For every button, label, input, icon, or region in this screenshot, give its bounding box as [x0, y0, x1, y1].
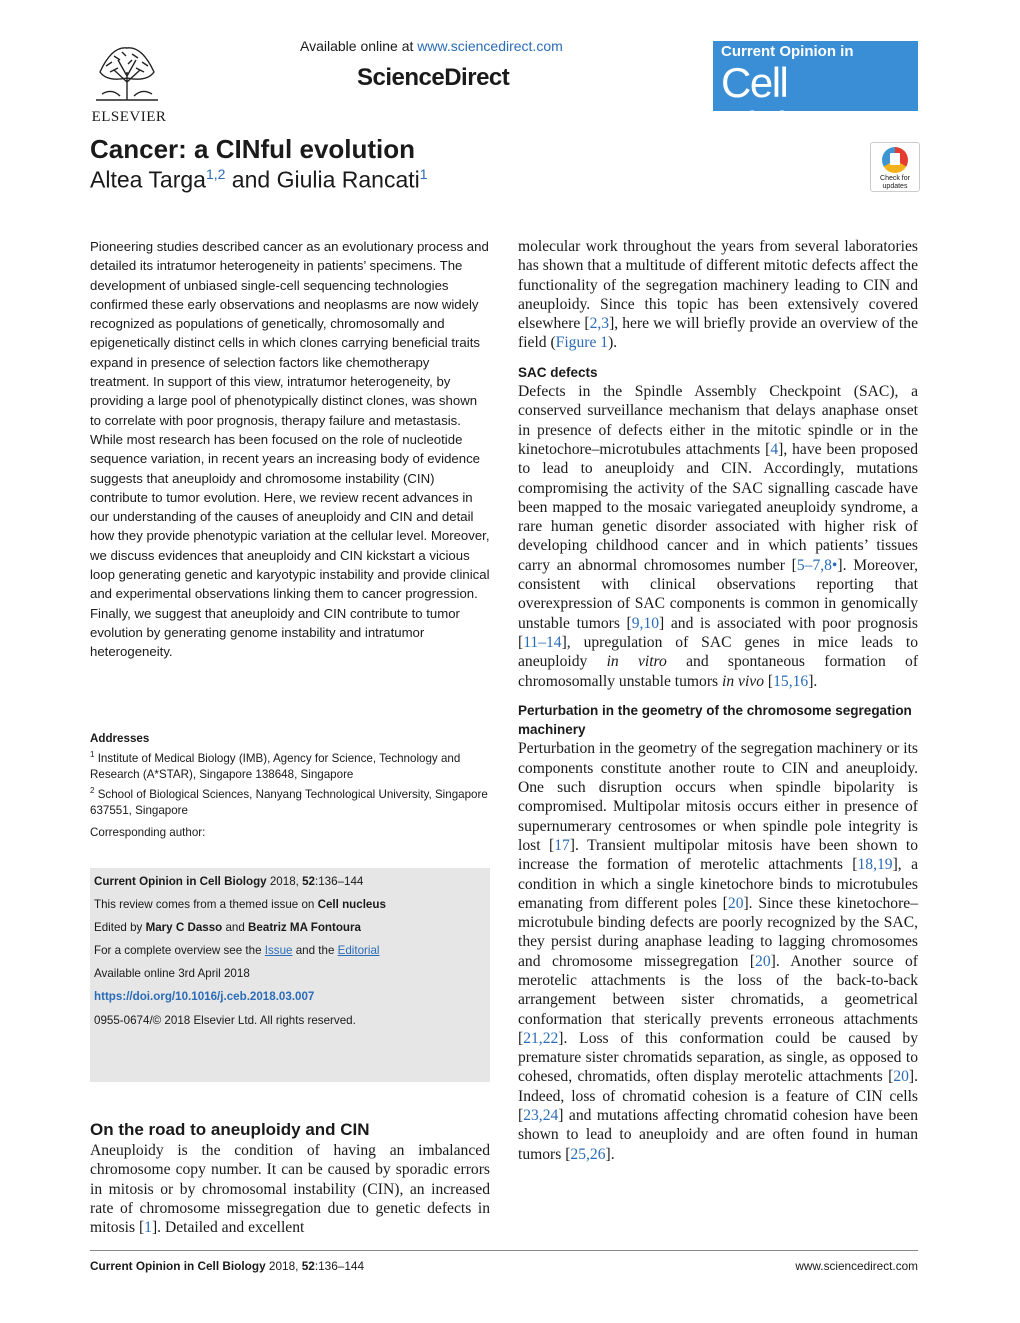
check-updates-label: Check for updates	[880, 175, 910, 190]
p3-text-c: ], a condition in which a single kinetochore binds to microtubules emanating from different poles [	[518, 856, 918, 912]
reference-link[interactable]: 25,26	[570, 1145, 606, 1163]
p3-text-d: ]. Since these kinetochore–microtubule binding defects are poorly recognized by the SAC, they persist during anaphase leading to lagging chromosomes and chromosome missegregation [	[518, 894, 918, 970]
editor-2: Beatriz MA Fontoura	[248, 921, 361, 935]
citation-line	[94, 874, 486, 890]
overview-prefix: For a complete overview see the	[94, 944, 265, 958]
citation-year: 2018,	[266, 875, 303, 888]
reference-link[interactable]: 1	[144, 1219, 152, 1237]
citation-journal: Current Opinion in Cell Biology	[94, 875, 267, 888]
paragraph-sac	[518, 382, 918, 691]
issue-link[interactable]: Issue	[264, 944, 293, 958]
author-1-affiliation[interactable]: 1,2	[205, 166, 226, 182]
authors-and: and	[225, 166, 277, 193]
overview-line	[94, 943, 486, 959]
reference-link[interactable]: 20	[893, 1068, 909, 1086]
right-column	[518, 237, 918, 1164]
p3-text-b: ]. Transient multipolar mitosis have been shown to increase the formation of merotelic attachments [	[518, 836, 919, 874]
reference-link[interactable]: 18,19	[857, 856, 893, 874]
footer-year: 2018,	[265, 1259, 302, 1273]
author-1: Altea Targa	[90, 166, 206, 193]
p3-text-e: ]. Another source of merotelic attachments is the loss of the back-to-back arrangement between sister chromatids, a geometrical conformation that sterically prevents erroneous attachments [	[518, 952, 918, 1047]
footer-volume: 52	[301, 1259, 315, 1273]
available-online-line	[300, 38, 563, 54]
paragraph-intro-continued	[518, 237, 918, 353]
p2-text-c: ]. Moreover, consistent with clinical observations reporting that overexpression of SAC components is common in genomically unstable tumors [	[518, 556, 918, 632]
reference-link[interactable]: 4	[770, 440, 779, 458]
affiliation-2	[90, 783, 500, 819]
p2-text-g: [	[764, 672, 774, 690]
p1-text-b: ], here we will briefly provide an overview of the field (	[518, 315, 918, 352]
p3-text-i: ].	[605, 1145, 615, 1163]
p3-text-a: Perturbation in the geometry of the segregation machinery or its components constitute another route to CIN and aneuploidy. One such disruption occurs when spindle bipolarity is compromised. Multipolar mitosis occurs either in presence of supernumerary centrosomes or when spindle pole integrity is lost [	[518, 740, 918, 854]
available-online-prefix: Available online at	[300, 38, 418, 54]
author-2: Giulia Rancati	[276, 166, 420, 193]
p2-italic-in-vivo: in vivo	[722, 672, 764, 690]
affiliation-1	[90, 747, 500, 783]
reference-link[interactable]: 20	[755, 952, 771, 970]
check-for-updates-button[interactable]	[870, 142, 920, 192]
editor-1: Mary C Dasso	[145, 921, 223, 935]
journal-logo-line1: Current Opinion in	[721, 43, 854, 60]
footer-pages: :136–144	[314, 1259, 365, 1273]
themed-issue-line	[94, 897, 486, 913]
road-text-b: ]. Detailed and excellent	[151, 1219, 305, 1237]
p3-text-f: ]. Loss of this conformation could be caused by premature sister chromatids separation, as single, as opposed to cohesed, chromatids, often display merotelic attachments [	[518, 1029, 918, 1086]
section-heading-geometry: Perturbation in the geometry of the chromosome segregation machinery	[518, 702, 912, 738]
editorial-link[interactable]: Editorial	[337, 944, 380, 958]
footer-divider	[90, 1250, 918, 1251]
p2-text-f: and spontaneous formation of chromosomally unstable tumors	[518, 653, 919, 690]
publisher-name: ELSEVIER	[91, 109, 167, 125]
p2-italic-in-vitro: in vitro	[606, 653, 667, 671]
citation-volume: 52	[302, 875, 315, 888]
paragraph-geometry	[518, 739, 918, 1164]
elsevier-logo	[90, 42, 168, 130]
authors-line	[90, 166, 428, 194]
p3-text-g: ]. Indeed, loss of chromatid cohesion is a feature of CIN cells [	[518, 1068, 918, 1125]
p2-text-h: ].	[808, 672, 818, 690]
citation-pages: :136–144	[315, 875, 364, 888]
elsevier-tree-icon	[92, 42, 162, 102]
section-heading-sac: SAC defects	[518, 364, 598, 380]
article-title: Cancer: a CINful evolution	[90, 134, 416, 164]
copyright: 0955-0674/© 2018 Elsevier Ltd. All rights reserved.	[94, 1013, 356, 1027]
author-2-affiliation[interactable]: 1	[419, 166, 428, 182]
footer-citation	[90, 1259, 364, 1273]
journal-logo-line2: Cell Biology	[721, 59, 849, 150]
reference-link[interactable]: 21,22	[523, 1029, 559, 1047]
p2-text-b: ], have been proposed to lead to aneuploidy and CIN. Accordingly, mutations compromising the activity of the SAC signalling cascade have been mapped to the mosaic variegated aneuploidy syndrome, a rare human genetic disorder associated with higher risk of developing childhood cancer and in which patients’ tissues carry an abnormal chromosomes number [	[518, 440, 918, 574]
p2-text-d: ] and is associated with poor prognosis [	[518, 614, 918, 651]
article-info-box	[90, 868, 490, 1082]
abstract: Pioneering studies described cancer as an evolutionary process and detailed its intratumor heterogeneity in patients’ specimens. The development of unbiased single-cell sequencing technologies confirmed these early observations and neoplasms are now widely recognized as populations of genetically, chromosomally and epigenetically distinct cells in which clones carrying beneficial traits expand in presence of selection factors like chemotherapy treatment. In support of this view, intratumor heterogeneity, by providing a large pool of phenotypically distinct clones, was shown to correlate with poor prognosis, therapy failure and metastasis. While most research has been focused on the role of nucleotide sequence variation, in recent years an increasing body of evidence suggests that aneuploidy and chromosome instability (CIN) contribute to tumor evolution. Here, we review recent advances in our understanding of the causes of aneuploidy and CIN and detail how they provide phenotypic variation at the cellular level. Moreover, we discuss evidences that aneuploidy and CIN kickstart a vicious loop generating genetic and karyotypic instability and provide clinical and experimental observations linking them to cancer progression. Finally, we suggest that aneuploidy and CIN contribute to tumor evolution by generating genome instability and intratumor heterogeneity.	[90, 239, 490, 660]
affiliation-1-number: 1	[90, 750, 95, 759]
p1-text-c: ).	[608, 334, 618, 352]
overview-mid: and the	[292, 944, 338, 958]
sciencedirect-wordmark: ScienceDirect	[357, 64, 510, 91]
section-heading-road: On the road to aneuploidy and CIN	[90, 1120, 370, 1139]
reference-link[interactable]: 5–7,8•	[796, 556, 838, 574]
reference-link[interactable]: 11–14	[523, 633, 562, 651]
available-date: Available online 3rd April 2018	[94, 967, 250, 981]
editor-and: and	[222, 921, 249, 935]
addresses	[90, 731, 500, 819]
edited-by-prefix: Edited by	[94, 921, 146, 935]
p3-text-h: ] and mutations affecting chromatid cohesion have been shown to lead to aneuploidy and are often found in human tumors [	[518, 1107, 918, 1163]
journal-logo	[713, 41, 918, 150]
reference-link[interactable]: 9,10	[631, 614, 660, 632]
reference-link[interactable]: 15,16	[773, 672, 809, 690]
editors-line	[94, 920, 486, 936]
addresses-heading: Addresses	[90, 732, 150, 745]
figure-1-link[interactable]: Figure 1	[555, 334, 609, 352]
bookmark-icon	[882, 147, 908, 173]
affiliation-1-text: Institute of Medical Biology (IMB), Agency for Science, Technology and Research (A*STAR), Singapore 138648, Singapore	[90, 751, 461, 781]
sciencedirect-url-link[interactable]: www.sciencedirect.com	[417, 38, 563, 54]
reference-link[interactable]: 20	[727, 894, 744, 912]
p2-text-e: ], upregulation of SAC genes in mice leads to aneuploidy	[518, 633, 918, 671]
p2-text-a: Defects in the Spindle Assembly Checkpoint (SAC), a conserved surveillance mechanism that delays anaphase onset in presence of defects either in the mitotic spindle or in the kinetochore–microtubules attachments [	[518, 383, 918, 458]
doi-link[interactable]: https://doi.org/10.1016/j.ceb.2018.03.007	[94, 990, 315, 1004]
corresponding-author: Corresponding author:	[90, 826, 206, 839]
reference-link[interactable]: 17	[554, 836, 570, 854]
p1-text-a: molecular work throughout the years from several laboratories has shown that a multitude of different mitotic defects affect the functionality of the segregation machinery leading to CIN and aneuploidy. Since this topic has been extensively covered elsewhere [	[518, 238, 918, 333]
footer-journal: Current Opinion in Cell Biology	[90, 1259, 266, 1273]
themed-issue-prefix: This review comes from a themed issue on	[94, 898, 318, 912]
themed-issue-topic: Cell nucleus	[317, 898, 386, 912]
road-text-a: Aneuploidy is the condition of having an imbalanced chromosome copy number. It can be caused by sporadic errors in mitosis or by chromosomal instability (CIN), an increased rate of chromosome missegregation due to genetic defects in mitosis [	[90, 1142, 490, 1237]
affiliation-2-text: School of Biological Sciences, Nanyang Technological University, Singapore 637551, Singapore	[90, 787, 488, 817]
reference-link[interactable]: 23,24	[523, 1107, 559, 1125]
section-road-body	[90, 1141, 490, 1237]
affiliation-2-number: 2	[90, 785, 95, 795]
reference-link[interactable]: 2,3	[589, 315, 610, 333]
footer-site-link[interactable]: www.sciencedirect.com	[795, 1259, 918, 1273]
